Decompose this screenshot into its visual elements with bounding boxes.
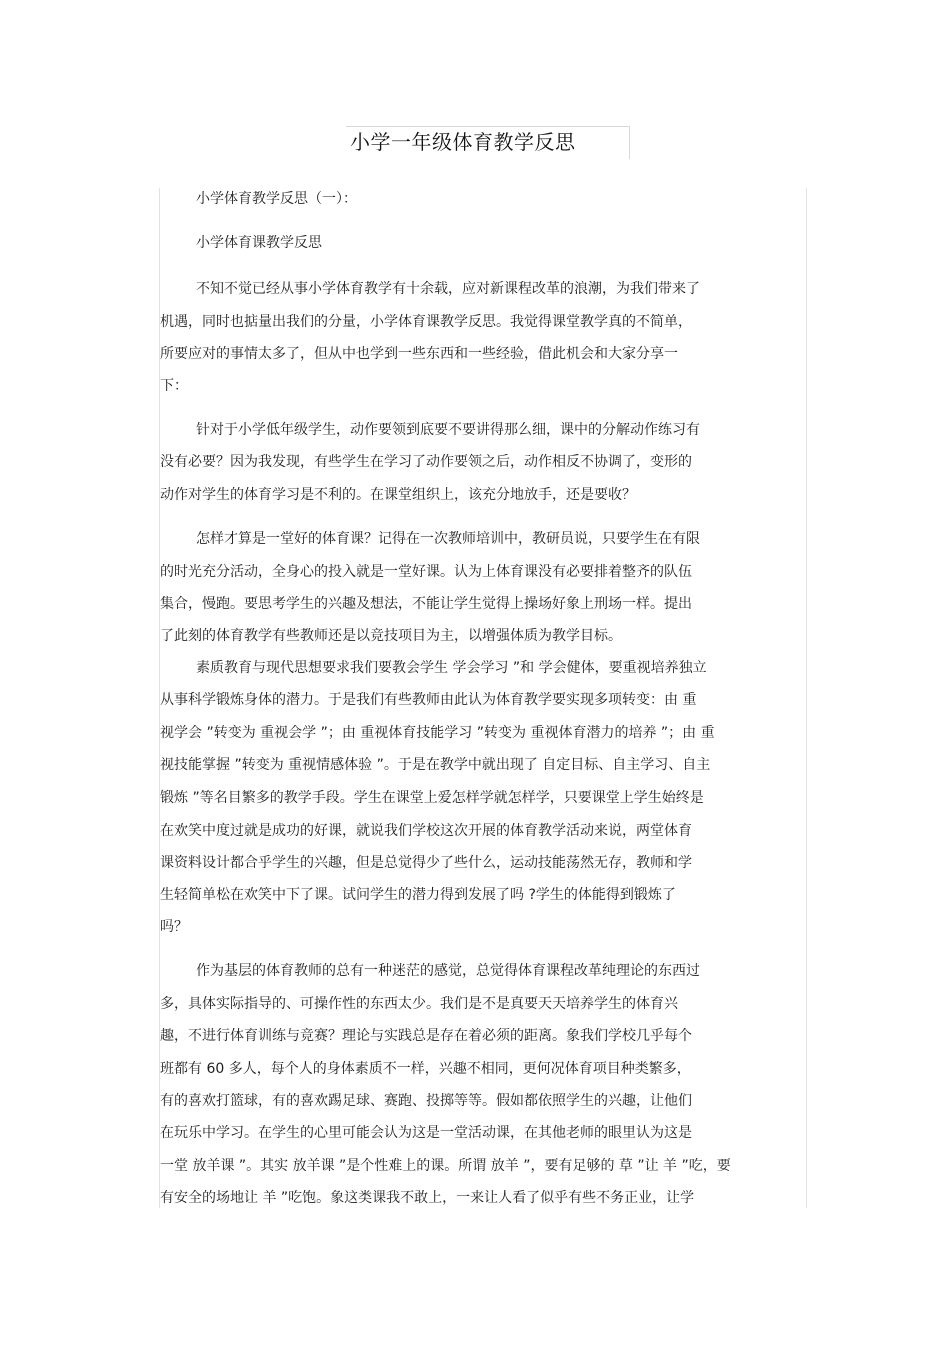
- text-line: 了此刻的体育教学有些教师还是以竞技项目为主，以增强体质为教学目标。: [160, 628, 622, 644]
- text-line: 在欢笑中度过就是成功的好课，就说我们学校这次开展的体育教学活动来说，两堂体育: [160, 823, 692, 839]
- text-line: 锻炼 ”等名目繁多的教学手段。学生在课堂上爱怎样学就怎样学，只要课堂上学生始终是: [160, 790, 704, 806]
- text-line: 吗？: [160, 919, 188, 935]
- text-line: 班都有 60 多人，每个人的身体素质不一样，兴趣不相同，更何况体育项目种类繁多，: [160, 1061, 691, 1077]
- text-line: 没有必要？因为我发现，有些学生在学习了动作要领之后，动作相反不协调了，变形的: [160, 454, 692, 470]
- right-frame-line: [806, 188, 807, 1208]
- document-title: 小学一年级体育教学反思: [350, 130, 576, 154]
- text-line: 集合，慢跑。要思考学生的兴趣及想法，不能让学生觉得上操场好象上刑场一样。提出: [160, 596, 692, 612]
- text-line: 针对于小学低年级学生，动作要领到底要不要讲得那么细，课中的分解动作练习有: [196, 422, 700, 438]
- text-line: 作为基层的体育教师的总有一种迷茫的感觉，总觉得体育课程改革纯理论的东西过: [196, 963, 700, 979]
- text-line: 所要应对的事情太多了，但从中也学到一些东西和一些经验，借此机会和大家分享一: [160, 346, 678, 362]
- subheading: 小学体育课教学反思: [196, 235, 322, 251]
- text-line: 一堂 放羊课 ”。其实 放羊课 ”是个性难上的课。所谓 放羊 ”，要有足够的 草 ”让 羊 ”吃，要: [160, 1158, 731, 1174]
- text-line: 素质教育与现代思想要求我们要教会学生 学会学习 ”和 学会健体，要重视培养独立: [196, 660, 707, 676]
- text-line: 生轻简单松在欢笑中下了课。试问学生的潜力得到发展了吗 ?学生的体能得到锻炼了: [160, 887, 676, 903]
- section-heading: 小学体育教学反思（一）：: [196, 191, 357, 207]
- text-line: 趣，不进行体育训练与竞赛？理论与实践总是存在着必须的距离。象我们学校几乎每个: [160, 1028, 692, 1044]
- text-line: 课资料设计都合乎学生的兴趣，但是总觉得少了些什么，运动技能荡然无存，教师和学: [160, 855, 692, 871]
- text-line: 在玩乐中学习。在学生的心里可能会认为这是一堂活动课，在其他老师的眼里认为这是: [160, 1125, 692, 1141]
- text-line: 机遇，同时也掂量出我们的分量，小学体育课教学反思。我觉得课堂教学真的不简单，: [160, 314, 692, 330]
- text-line: 多，具体实际指导的、可操作性的东西太少。我们是不是真要天天培养学生的体育兴: [160, 996, 678, 1012]
- text-line: 有安全的场地让 羊 ”吃饱。象这类课我不敢上，一来让人看了似乎有些不务正业，让学: [160, 1190, 695, 1206]
- text-line: 视学会 ”转变为 重视会学 ”；由 重视体育技能学习 ”转变为 重视体育潜力的培养 ”；由 重: [160, 725, 715, 741]
- text-line: 怎样才算是一堂好的体育课？记得在一次教师培训中，教研员说，只要学生在有限: [196, 531, 700, 547]
- text-line: 不知不觉已经从事小学体育教学有十余载，应对新课程改革的浪潮，为我们带来了: [196, 281, 700, 297]
- text-line: 动作对学生的体育学习是不利的。在课堂组织上，该充分地放手，还是要收？: [160, 487, 636, 503]
- text-line: 有的喜欢打篮球，有的喜欢踢足球、赛跑、投掷等等。假如都依照学生的兴趣，让他们: [160, 1093, 692, 1109]
- text-line: 从事科学锻炼身体的潜力。于是我们有些教师由此认为体育教学要实现多项转变：由 重: [160, 692, 697, 708]
- text-line: 下：: [160, 378, 188, 394]
- text-line: 的时光充分活动，全身心的投入就是一堂好课。认为上体育课没有必要排着整齐的队伍: [160, 564, 692, 580]
- text-line: 视技能掌握 ”转变为 重视情感体验 ”。于是在教学中就出现了 自定目标、自主学习、自主: [160, 757, 711, 773]
